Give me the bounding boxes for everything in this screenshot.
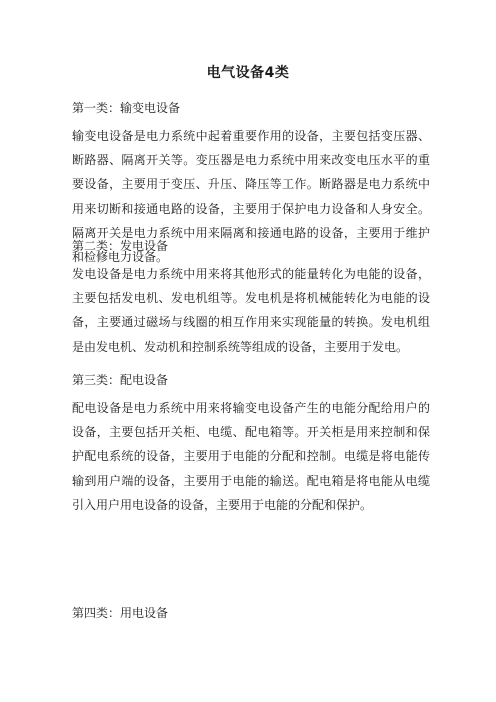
section-body: 配电设备是电力系统中用来将输变电设备产生的电能分配给用户的设备，主要包括开关柜、电缆、配电箱等。开关柜是用来控制和保护配电系统的设备，主要用于电能的分配和控制。电缆是将电能传输到用户端的设备，主要用于电能的输送。配电箱是将电能从电缆引入用户用电设备的设备，主要用于电能的分配和保护。 xyxy=(72,401,430,512)
section-heading: 第四类：用电设备 xyxy=(72,606,169,620)
section-generation xyxy=(72,238,430,359)
section-heading: 第二类：发电设备 xyxy=(72,239,169,253)
section-body: 发电设备是电力系统中用来将其他形式的能量转化为电能的设备，主要包括发电机、发电机组等。发电机是将机械能转化为电能的设备，主要通过磁场与线圈的相互作用来实现能量的转换。发电机组是由发电机、发动机和控制系统等组成的设备，主要用于发电。 xyxy=(72,267,430,354)
section-distribution xyxy=(72,372,430,517)
section-heading: 第一类：输变电设备 xyxy=(72,101,181,115)
section-heading: 第三类：配电设备 xyxy=(72,373,169,387)
document-title: 电气设备4类 xyxy=(206,65,290,81)
section-consumption xyxy=(72,605,430,629)
section-body: 输变电设备是电力系统中起着重要作用的设备，主要包括变压器、断路器、隔离开关等。变压器是电力系统中用来改变电压水平的重要设备，主要用于变压、升压、降压等工作。断路器是电力系统中用来切断和接通电路的设备，主要用于保护电力设备和人身安全。隔离开关是电力系统中用来隔离和接通电路的设备，主要用于维护和检修电力设备。 xyxy=(72,129,430,265)
